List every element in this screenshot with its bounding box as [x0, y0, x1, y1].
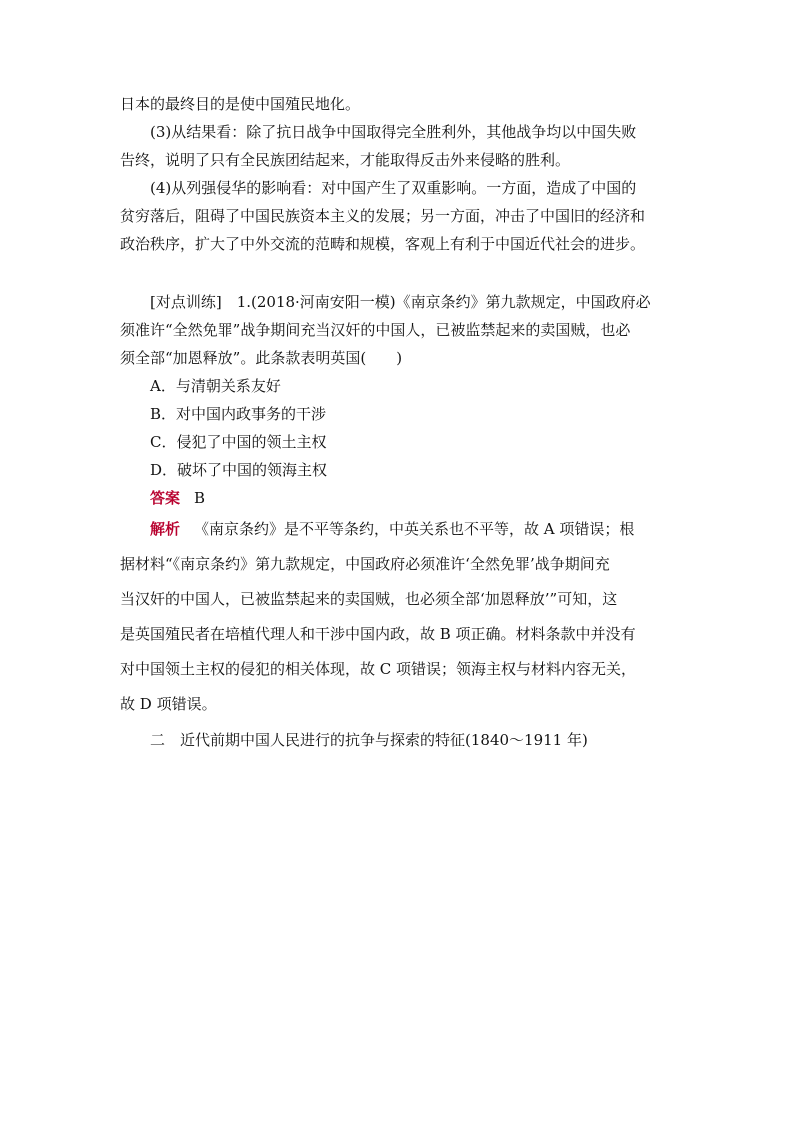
explanation-line: 是英国殖民者在培植代理人和干涉中国内政，故 B 项正确。材料条款中并没有	[120, 625, 636, 643]
question-block	[120, 288, 680, 512]
explanation-label: 解析	[150, 520, 181, 538]
explanation-line: 当汉奸的中国人，已被监禁起来的卖国贼，也必须全部‘加恩释放’”可知，这	[120, 590, 618, 608]
explanation-block	[120, 512, 680, 722]
point-3-line: 告终，说明了只有全民族团结起来，才能取得反击外来侵略的胜利。	[120, 151, 571, 169]
option-d: D．破坏了中国的领海主权	[150, 461, 328, 479]
point-4-line: 贫穷落后，阻碍了中国民族资本主义的发展；另一方面，冲击了中国旧的经济和	[120, 207, 646, 225]
section-heading: 二 近代前期中国人民进行的抗争与探索的特征(1840～1911 年)	[150, 731, 588, 749]
explanation-text: 《南京条约》是不平等条约，中英关系也不平等，故 A 项错误；根	[194, 520, 635, 538]
point-4-line: (4)从列强侵华的影响看：对中国产生了双重影响。一方面，造成了中国的	[150, 179, 637, 197]
explanation-line: 对中国领土主权的侵犯的相关体现，故 C 项错误；领海主权与材料内容无关，	[120, 660, 637, 678]
summary-block	[120, 90, 680, 258]
point-3-line: (3)从结果看：除了抗日战争中国取得完全胜利外，其他战争均以中国失败	[150, 123, 637, 141]
document-page	[120, 90, 680, 754]
option-c: C．侵犯了中国的领土主权	[150, 433, 327, 451]
explanation-line	[120, 512, 680, 547]
answer-value: B	[194, 489, 206, 507]
question-stem-line: 须全部“加恩释放”。此条款表明英国( )	[120, 349, 403, 367]
summary-line: 日本的最终目的是使中国殖民地化。	[120, 95, 361, 113]
point-4-line: 政治秩序，扩大了中外交流的范畴和规模，客观上有利于中国近代社会的进步。	[120, 235, 646, 253]
question-stem-line: 须准许“全然免罪”战争期间充当汉奸的中国人，已被监禁起来的卖国贼，也必	[120, 321, 631, 339]
answer-label: 答案	[150, 489, 181, 507]
option-a: A．与清朝关系友好	[150, 377, 281, 395]
answer-line	[120, 484, 680, 512]
explanation-line: 故 D 项错误。	[120, 695, 217, 713]
option-b: B．对中国内政事务的干涉	[150, 405, 327, 423]
question-stem-line: [对点训练] 1.(2018·河南安阳一模)《南京条约》第九款规定，中国政府必	[150, 293, 651, 311]
explanation-line: 据材料“《南京条约》第九款规定，中国政府必须准许‘全然免罪’战争期间充	[120, 555, 610, 573]
